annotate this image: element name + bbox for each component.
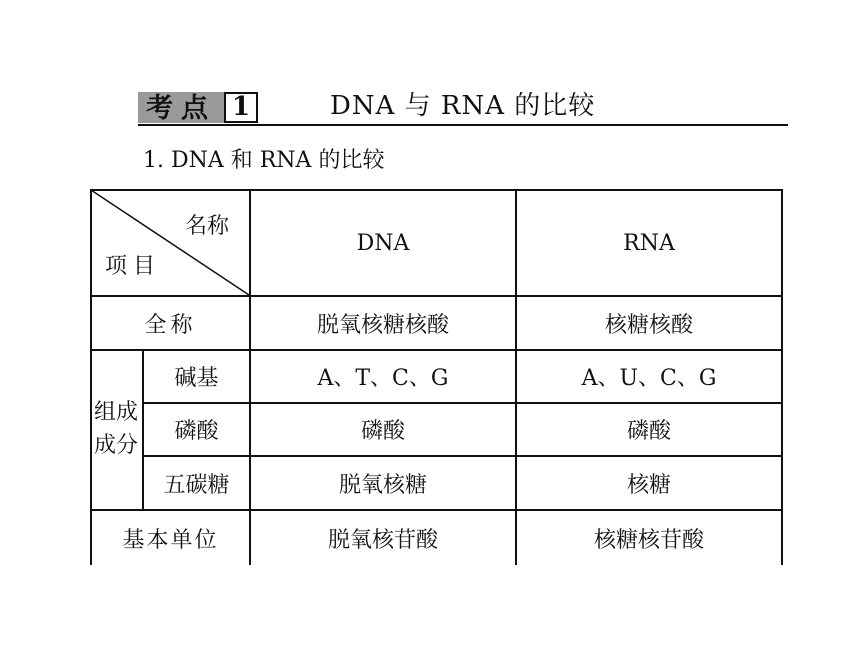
row-label-basic-unit: 基本单位 — [122, 527, 219, 553]
badge-label: 考点 — [146, 93, 216, 124]
row-label-phosphate: 磷酸 — [174, 419, 219, 444]
heading-underline — [138, 124, 788, 126]
cell-dna-sugar: 脱氧核糖 — [338, 472, 427, 498]
cell-rna-basic-unit: 核糖核苷酸 — [593, 527, 704, 553]
row-group-label — [90, 349, 142, 509]
subtitle: 1. DNA 和 RNA 的比较 — [143, 148, 385, 173]
corner-label-item: 项目 — [105, 254, 162, 279]
corner-label-name: 名称 — [185, 214, 230, 239]
cell-rna-phosphate: 磷酸 — [626, 419, 671, 444]
row-label-base: 碱基 — [174, 366, 219, 391]
cell-dna-base: A、T、C、G — [317, 366, 449, 391]
group-label-text: 组成成分 — [93, 400, 138, 458]
cell-rna-full-name: 核糖核酸 — [604, 312, 693, 338]
comparison-table — [90, 189, 783, 565]
section-badge — [138, 92, 224, 123]
header-dna: DNA — [356, 230, 410, 256]
corner-diagonal — [90, 189, 251, 297]
table-border-right — [781, 189, 783, 565]
cell-rna-sugar: 核糖 — [626, 472, 671, 498]
badge-number: 1 — [224, 92, 258, 123]
cell-dna-basic-unit: 脱氧核苷酸 — [327, 527, 438, 553]
section-title: DNA 与 RNA 的比较 — [330, 91, 596, 121]
row-label-sugar: 五碳糖 — [163, 472, 230, 498]
header-rna: RNA — [623, 230, 675, 256]
cell-dna-full-name: 脱氧核糖核酸 — [316, 312, 449, 338]
cell-dna-phosphate: 磷酸 — [360, 419, 405, 444]
cell-rna-base: A、U、C、G — [581, 366, 717, 391]
row-label-full-name: 全称 — [144, 312, 197, 338]
section-heading — [138, 88, 788, 128]
